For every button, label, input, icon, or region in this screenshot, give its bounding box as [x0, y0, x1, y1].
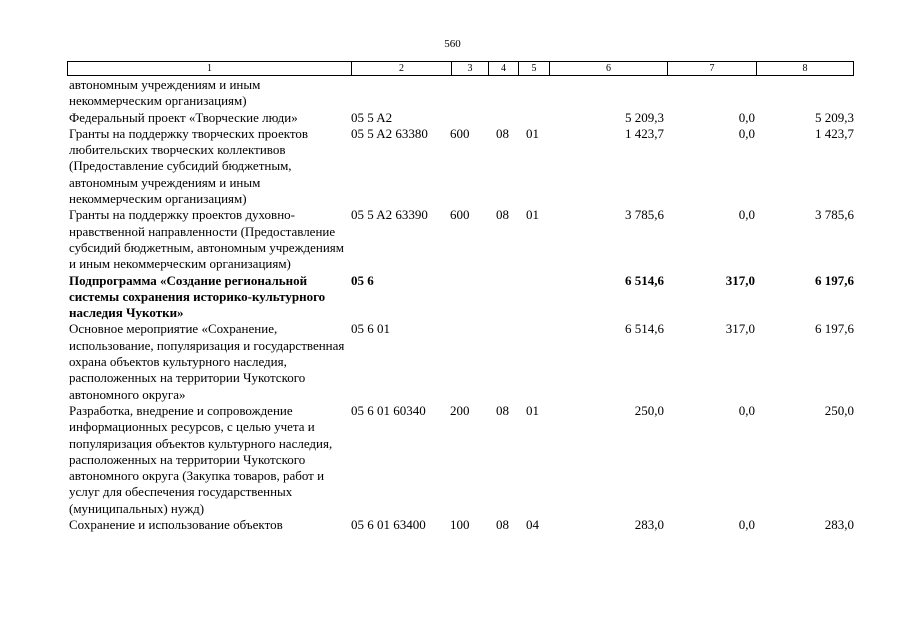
table-row [0, 321, 905, 402]
row-vr: 100 [450, 517, 470, 533]
row-total: 283,0 [634, 517, 664, 533]
row-other: 3 785,6 [815, 207, 854, 223]
row-ch: 317,0 [725, 272, 755, 288]
row-name: Подпрограмма «Создание региональной системы сохранения историко-культурного наследия Чукотки» [69, 272, 326, 321]
table-row [0, 517, 905, 533]
header-col-4: 4 [488, 62, 518, 75]
row-ch: 0,0 [738, 207, 755, 223]
row-ch: 0,0 [738, 109, 755, 125]
table-row [0, 77, 905, 110]
row-other: 250,0 [824, 402, 854, 418]
row-other: 5 209,3 [815, 109, 854, 125]
header-col-5: 5 [518, 62, 549, 75]
row-total: 6 514,6 [625, 272, 664, 288]
row-code: 05 6 01 60340 [351, 402, 426, 418]
row-pr: 01 [526, 207, 539, 223]
row-code: 05 5 A2 [351, 109, 393, 125]
row-total: 6 514,6 [625, 321, 664, 337]
row-name: Гранты на поддержку проектов духовно-нравственной направленности (Предоставление субсидий бюджетным, автономным учреждениям и иным некоммерческим организациям) [69, 207, 344, 272]
header-col-2: 2 [351, 62, 451, 75]
row-vr: 600 [450, 125, 470, 141]
row-name: Федеральный проект «Творческие люди» [69, 109, 298, 125]
table-row [0, 110, 905, 126]
row-code: 05 6 01 [351, 321, 390, 337]
row-ch: 0,0 [738, 125, 755, 141]
row-total: 250,0 [634, 402, 664, 418]
table-header [67, 61, 854, 76]
row-code: 05 5 A2 63390 [351, 207, 428, 223]
row-rz: 08 [496, 125, 509, 141]
row-rz: 08 [496, 402, 509, 418]
row-code: 05 6 [351, 272, 374, 288]
row-name: Разработка, внедрение и сопровождение информационных ресурсов, с целью учета и популяризация объектов культурного наследия, расположенных на территории Чукотского автономного округа (Закупка товаров, работ и услуг для обеспечения государственных (муниципальных) нужд) [69, 402, 333, 516]
row-other: 283,0 [824, 517, 854, 533]
row-vr: 600 [450, 207, 470, 223]
table-body [0, 77, 905, 533]
row-other: 6 197,6 [815, 272, 854, 288]
row-rz: 08 [496, 207, 509, 223]
row-name: Гранты на поддержку творческих проектов любительских творческих коллективов (Предоставление субсидий бюджетным, автономным учреждениям и иным некоммерческим организациям) [69, 125, 309, 207]
row-other: 6 197,6 [815, 321, 854, 337]
header-col-3: 3 [451, 62, 488, 75]
row-rz: 08 [496, 517, 509, 533]
header-col-8: 8 [756, 62, 853, 75]
row-name: Сохранение и использование объектов [69, 517, 283, 533]
row-total: 5 209,3 [625, 109, 664, 125]
table-row-subprogram [0, 273, 905, 322]
row-pr: 01 [526, 402, 539, 418]
row-name: Основное мероприятие «Сохранение, использование, популяризация и государственная охрана объектов культурного наследия, расположенных на территории Чукотского автономного округа» [69, 321, 345, 402]
row-other: 1 423,7 [815, 125, 854, 141]
header-col-1: 1 [207, 63, 212, 74]
table-row [0, 126, 905, 207]
row-ch: 317,0 [725, 321, 755, 337]
table-row [0, 207, 905, 272]
row-ch: 0,0 [738, 517, 755, 533]
row-vr: 200 [450, 402, 470, 418]
header-col-6: 6 [549, 62, 667, 75]
row-pr: 04 [526, 517, 539, 533]
header-col-7: 7 [667, 62, 756, 75]
row-code: 05 5 A2 63380 [351, 125, 428, 141]
table-row [0, 403, 905, 517]
row-code: 05 6 01 63400 [351, 517, 426, 533]
row-total: 3 785,6 [625, 207, 664, 223]
page-number: 560 [444, 38, 461, 50]
row-ch: 0,0 [738, 402, 755, 418]
row-total: 1 423,7 [625, 125, 664, 141]
row-name: автономным учреждениям и иным некоммерческим организациям) [69, 77, 261, 109]
row-pr: 01 [526, 125, 539, 141]
